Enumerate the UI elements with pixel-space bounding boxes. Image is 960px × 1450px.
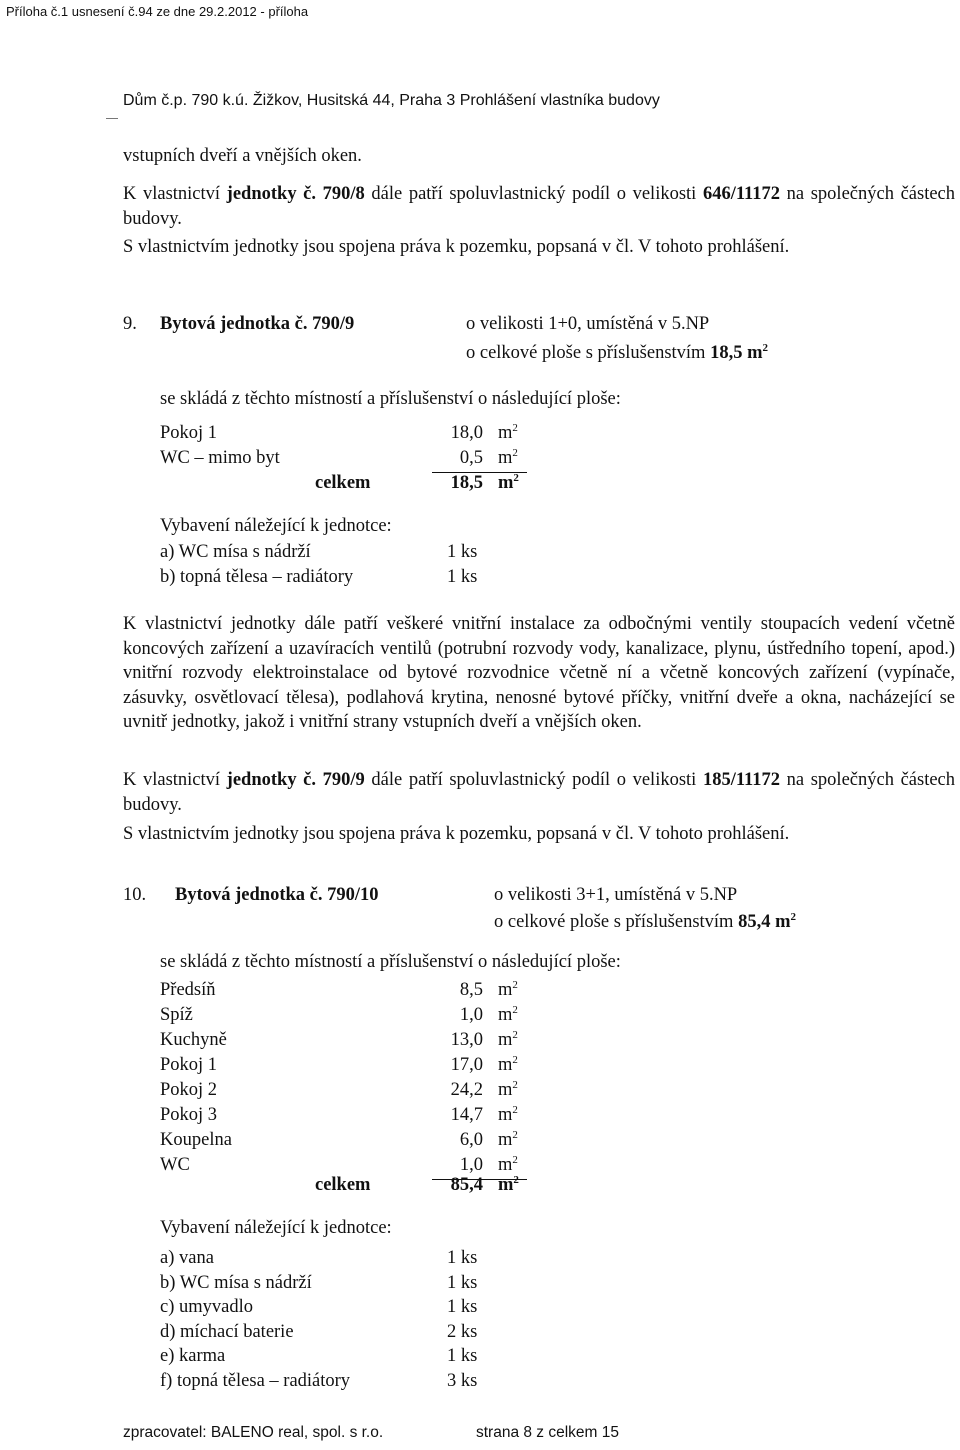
room-area-unit: $m^2$ bbox=[498, 1153, 518, 1175]
unit9-total-label: celkem bbox=[315, 473, 371, 493]
equipment-item: a) WC mísa s nádrží bbox=[160, 542, 311, 562]
room-area-unit: $m^2$ bbox=[498, 1028, 518, 1050]
equipment-item: e) karma bbox=[160, 1346, 226, 1367]
room-name: Spíž bbox=[160, 1005, 193, 1025]
room-area-unit: $m^2$ bbox=[498, 446, 518, 468]
share-paragraph-790-9: K vlastnictví jednotky č. 790/9 dále patří spoluvlastnický podíl o velikosti 185/11172 na společných částech budovy. bbox=[123, 770, 956, 815]
share-paragraph-790-8: K vlastnictví jednotky č. 790/8 dále patří spoluvlastnický podíl o velikosti 646/11172 na společných částech budovy. bbox=[123, 184, 956, 229]
room-area-value: 24,2 bbox=[450, 1080, 483, 1100]
equipment-item: a) vana bbox=[160, 1248, 214, 1268]
room-name: Pokoj 1 bbox=[160, 1055, 218, 1075]
equipment-quantity: 1 ks bbox=[447, 1297, 478, 1318]
equipment-quantity: 1 ks bbox=[447, 1248, 478, 1268]
room-name: Pokoj 1 bbox=[160, 423, 218, 443]
unit10-rooms-intro: se skládá z těchto místností a příslušenství o následující ploše: bbox=[160, 952, 621, 972]
unit9-size: o velikosti 1+0, umístěná v 5.NP bbox=[466, 314, 710, 334]
footer-processor: zpracovatel: BALENO real, spol. s r.o. bbox=[123, 1424, 384, 1441]
unit9-equipment-intro: Vybavení náležející k jednotce: bbox=[160, 516, 392, 536]
room-area-unit: $m^2$ bbox=[498, 1003, 518, 1025]
header-divider bbox=[106, 118, 118, 119]
room-name: WC bbox=[160, 1155, 190, 1175]
footer-page-number: strana 8 z celkem 15 bbox=[476, 1424, 620, 1441]
land-rights-790-9: S vlastnictvím jednotky jsou spojena práva k pozemku, popsaná v čl. V tohoto prohlášení. bbox=[123, 824, 790, 844]
unit9-total-unit: $m^2$ bbox=[498, 471, 519, 493]
attachment-note: Příloha č.1 usnesení č.94 ze dne 29.2.2012 - příloha bbox=[6, 4, 309, 19]
room-area-value: 17,0 bbox=[450, 1055, 483, 1075]
room-area-value: 14,7 bbox=[450, 1105, 483, 1125]
room-area-unit: $m^2$ bbox=[498, 1053, 518, 1075]
room-area-value: 6,0 bbox=[459, 1130, 483, 1150]
room-area-value: 13,0 bbox=[450, 1030, 483, 1050]
room-name: Kuchyně bbox=[160, 1030, 227, 1050]
room-area-unit: $m^2$ bbox=[498, 1103, 518, 1125]
room-name: WC – mimo byt bbox=[160, 448, 280, 468]
equipment-item: c) umyvadlo bbox=[160, 1297, 253, 1318]
page-header: Dům č.p. 790 k.ú. Žižkov, Husitská 44, Praha 3 Prohlášení vlastníka budovy bbox=[123, 92, 660, 109]
unit9-installations: K vlastnictví jednotky dále patří veškeré vnitřní instalace za odbočnými ventily stoupacích vedení včetně koncových zařízení a uzavíracích ventilů (potrubní rozvody vody, kanalizace, plynu, ústředního topení, apod.) vnitřní rozvody elektroinstalace od bytové rozvodnice včetně ní a včetně koncových zařízení (vypínače, zásuvky, osvětlovací tělesa), podlahová krytina, nenosné bytové příčky, vnitřní dveře a okna, nacházející se uvnitř jednotky, jakož i vnitřní strany vstupních dveří a vnějších oken. bbox=[123, 614, 955, 732]
room-name: Předsíň bbox=[160, 980, 216, 1000]
unit10-area: o celkové ploše s příslušenstvím 85,4 $m^2$ bbox=[494, 910, 796, 932]
equipment-item: f) topná tělesa – radiátory bbox=[160, 1371, 351, 1391]
room-area-unit: $m^2$ bbox=[498, 978, 518, 1000]
room-name: Pokoj 3 bbox=[160, 1105, 218, 1125]
unit10-total-unit: $m^2$ bbox=[498, 1173, 519, 1195]
equipment-item: d) míchací baterie bbox=[160, 1321, 294, 1342]
room-area-unit: $m^2$ bbox=[498, 1078, 518, 1100]
equipment-item: b) topná tělesa – radiátory bbox=[160, 567, 354, 587]
unit9-area: o celkové ploše s příslušenstvím 18,5 $m^2$ bbox=[466, 341, 768, 363]
room-area-value: 8,5 bbox=[459, 980, 483, 1000]
unit10-total-value: 85,4 bbox=[450, 1175, 483, 1195]
unit10-title: Bytová jednotka č. 790/10 bbox=[175, 885, 379, 905]
land-rights-790-8: S vlastnictvím jednotky jsou spojena práva k pozemku, popsaná v čl. V tohoto prohlášení. bbox=[123, 237, 790, 257]
unit10-size: o velikosti 3+1, umístěná v 5.NP bbox=[494, 885, 738, 905]
carryover-line: vstupních dveří a vnějších oken. bbox=[123, 146, 362, 166]
unit9-number: 9. bbox=[123, 314, 137, 334]
equipment-quantity: 1 ks bbox=[447, 1346, 478, 1367]
equipment-quantity: 3 ks bbox=[447, 1371, 478, 1391]
unit10-equipment-intro: Vybavení náležející k jednotce: bbox=[160, 1218, 392, 1238]
room-name: Pokoj 2 bbox=[160, 1080, 218, 1100]
unit10-number: 10. bbox=[123, 885, 147, 905]
room-area-value: 1,0 bbox=[459, 1155, 483, 1175]
equipment-quantity: 1 ks bbox=[447, 1272, 478, 1293]
unit9-rooms-intro: se skládá z těchto místností a příslušenství o následující ploše: bbox=[160, 389, 621, 409]
room-area-value: 0,5 bbox=[459, 448, 483, 468]
room-area-unit: $m^2$ bbox=[498, 1128, 518, 1150]
equipment-item: b) WC mísa s nádrží bbox=[160, 1272, 312, 1293]
room-area-unit: $m^2$ bbox=[498, 421, 518, 443]
equipment-quantity: 1 ks bbox=[447, 567, 478, 587]
room-area-value: 1,0 bbox=[459, 1005, 483, 1025]
unit9-total-value: 18,5 bbox=[450, 473, 483, 493]
room-area-value: 18,0 bbox=[450, 423, 483, 443]
room-name: Koupelna bbox=[160, 1130, 232, 1150]
equipment-quantity: 1 ks bbox=[447, 542, 478, 562]
unit10-total-label: celkem bbox=[315, 1175, 371, 1195]
equipment-quantity: 2 ks bbox=[447, 1321, 478, 1342]
unit9-title: Bytová jednotka č. 790/9 bbox=[160, 314, 355, 334]
